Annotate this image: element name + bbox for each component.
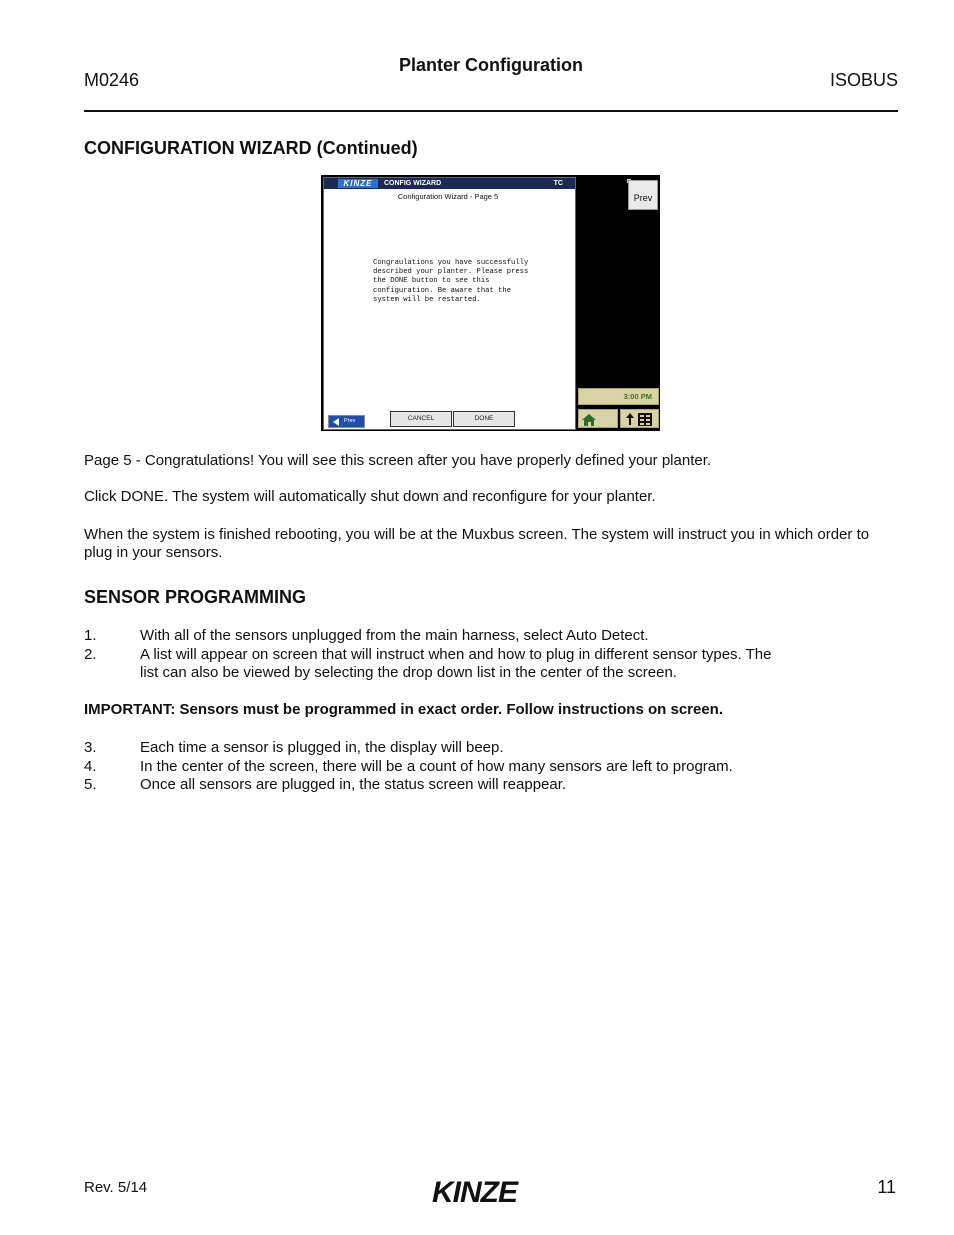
list-item-number: 2. [84,645,97,663]
screen-titlebar [324,178,575,189]
paragraph-page5: Page 5 - Congratulations! You will see this screen after you have properly defined your planter. [84,452,712,469]
list-item-number: 3. [84,739,97,756]
list-item-text: With all of the sensors unplugged from the main harness, select Auto Detect. [140,627,649,644]
screen-title: CONFIG WIZARD [384,180,442,187]
list-item [84,646,898,683]
sensor-steps-list-1 [84,627,898,683]
list-item-text: A list will appear on screen that will instruct when and how to plug in different sensor types. The list can also be viewed by selecting the drop down list in the center of the screen. [140,645,772,681]
screen-prev-small-label: Prev [344,418,356,424]
screen-side-prev-button[interactable]: Prev [628,180,658,210]
list-item-number: 4. [84,757,97,775]
config-wizard-screen [321,175,660,431]
left-arrow-icon [333,418,339,426]
menu-softkey[interactable] [620,409,659,428]
important-note: IMPORTANT: Sensors must be programmed in exact order. Follow instructions on screen. [84,701,724,718]
list-item-text: Each time a sensor is plugged in, the display will beep. [140,739,504,756]
kinze-logo [430,1176,548,1206]
screen-message: Congraulations you have successfully described your planter. Please press the DONE button to see this configuration. Be aware that the system will be restarted. [373,259,529,304]
config-wizard-title: CONFIGURATION WIZARD (Continued) [84,138,418,158]
screen-subtitle: Configuration Wizard - Page 5 [397,192,499,201]
list-item [84,627,898,646]
screen-main-area [323,177,576,430]
list-item-number: 1. [84,627,97,644]
list-item [84,758,898,777]
list-item [84,776,898,795]
paragraph-rebooting: When the system is finished rebooting, you will be at the Muxbus screen. The system will instruct you in which order to plug in your sensors. [84,526,870,561]
sensor-steps-list-2 [84,739,898,795]
home-icon [579,410,619,429]
system-label: ISOBUS [829,70,898,90]
screen-kinze-logo: KINZE [338,179,378,188]
paragraph-click-done: Click DONE. The system will automatically shut down and reconfigure for your planter. [84,488,656,505]
list-item-text: Once all sensors are plugged in, the status screen will reappear. [140,776,567,793]
screen-prev-small-button[interactable] [328,415,365,428]
home-softkey[interactable] [578,409,618,428]
screen-clock: 3:00 PM [578,388,659,405]
kinze-logo-text: KINZE [432,1176,517,1206]
screen-cancel-button[interactable]: CANCEL [390,411,452,427]
screen-done-button[interactable]: DONE [453,411,515,427]
screen-tc-label: TC [553,180,563,187]
revision-label: Rev. 5/14 [84,1179,148,1196]
list-item-number: 5. [84,776,97,793]
page-number: 11 [877,1177,896,1197]
sensor-programming-title: SENSOR PROGRAMMING [84,587,307,607]
menu-icon [621,410,660,429]
doc-number: M0246 [84,70,140,90]
header-rule [84,110,898,112]
list-item-text: In the center of the screen, there will be a count of how many sensors are left to program. [140,757,733,775]
section-header: Planter Configuration [399,55,583,75]
list-item [84,739,898,758]
